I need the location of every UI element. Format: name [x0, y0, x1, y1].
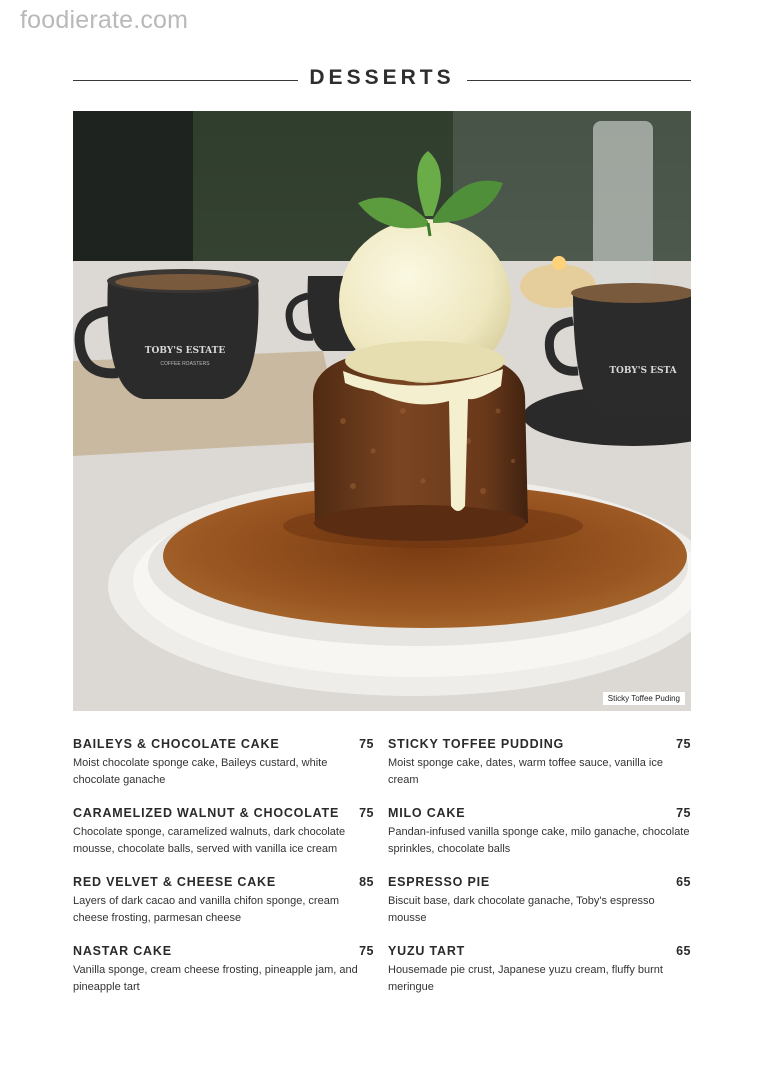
item-name: CARAMELIZED WALNUT & CHOCOLATE [73, 806, 340, 820]
item-description: Moist sponge cake, dates, warm toffee sauce, vanilla ice cream [388, 757, 663, 786]
item-price: 75 [359, 944, 374, 958]
menu-item [388, 944, 691, 996]
menu-item [73, 944, 374, 996]
item-name: ESPRESSO PIE [388, 875, 490, 889]
menu-item [388, 737, 691, 789]
item-description: Layers of dark cacao and vanilla chifon sponge, cream cheese frosting, parmesan cheese [73, 895, 339, 924]
cup-logo-text: TOBY'S ESTATE [144, 346, 226, 356]
photo-caption: Sticky Toffee Puding [603, 692, 685, 705]
item-price: 65 [676, 875, 691, 889]
menu-item [73, 806, 374, 858]
item-name: YUZU TART [388, 944, 466, 958]
item-description: Moist chocolate sponge cake, Baileys custard, white chocolate ganache [73, 757, 328, 786]
item-description: Biscuit base, dark chocolate ganache, Toby's espresso mousse [388, 895, 655, 924]
item-name: BAILEYS & CHOCOLATE CAKE [73, 737, 280, 751]
menu-item [388, 875, 691, 927]
item-description: Housemade pie crust, Japanese yuzu cream, fluffy burnt meringue [388, 964, 663, 993]
item-price: 75 [676, 806, 691, 820]
item-description: Vanilla sponge, cream cheese frosting, pineapple jam, and pineapple tart [73, 964, 358, 993]
item-price: 75 [359, 737, 374, 751]
menu-item [73, 737, 374, 789]
item-price: 65 [676, 944, 691, 958]
cup-right-logo-text: TOBY'S ESTA [609, 366, 677, 376]
watermark: foodierate.com [20, 6, 189, 34]
dessert-photo-illustration [73, 111, 691, 711]
dessert-photo [73, 111, 691, 711]
item-name: STICKY TOFFEE PUDDING [388, 737, 565, 751]
menu-item [388, 806, 691, 858]
section-header [73, 64, 691, 96]
item-name: RED VELVET & CHEESE CAKE [73, 875, 277, 889]
header-rule-right [467, 80, 691, 81]
item-price: 75 [676, 737, 691, 751]
item-name: MILO CAKE [388, 806, 466, 820]
item-price: 75 [359, 806, 374, 820]
item-price: 85 [359, 875, 374, 889]
cup-logo-subtext: COFFEE ROASTERS [160, 361, 210, 367]
menu-item [73, 875, 374, 927]
item-description: Chocolate sponge, caramelized walnuts, dark chocolate mousse, chocolate balls, served with vanilla ice cream [73, 826, 346, 855]
item-description: Pandan-infused vanilla sponge cake, milo ganache, chocolate sprinkles, chocolate balls [388, 826, 690, 855]
item-name: NASTAR CAKE [73, 944, 172, 958]
section-title: DESSERTS [309, 66, 455, 89]
